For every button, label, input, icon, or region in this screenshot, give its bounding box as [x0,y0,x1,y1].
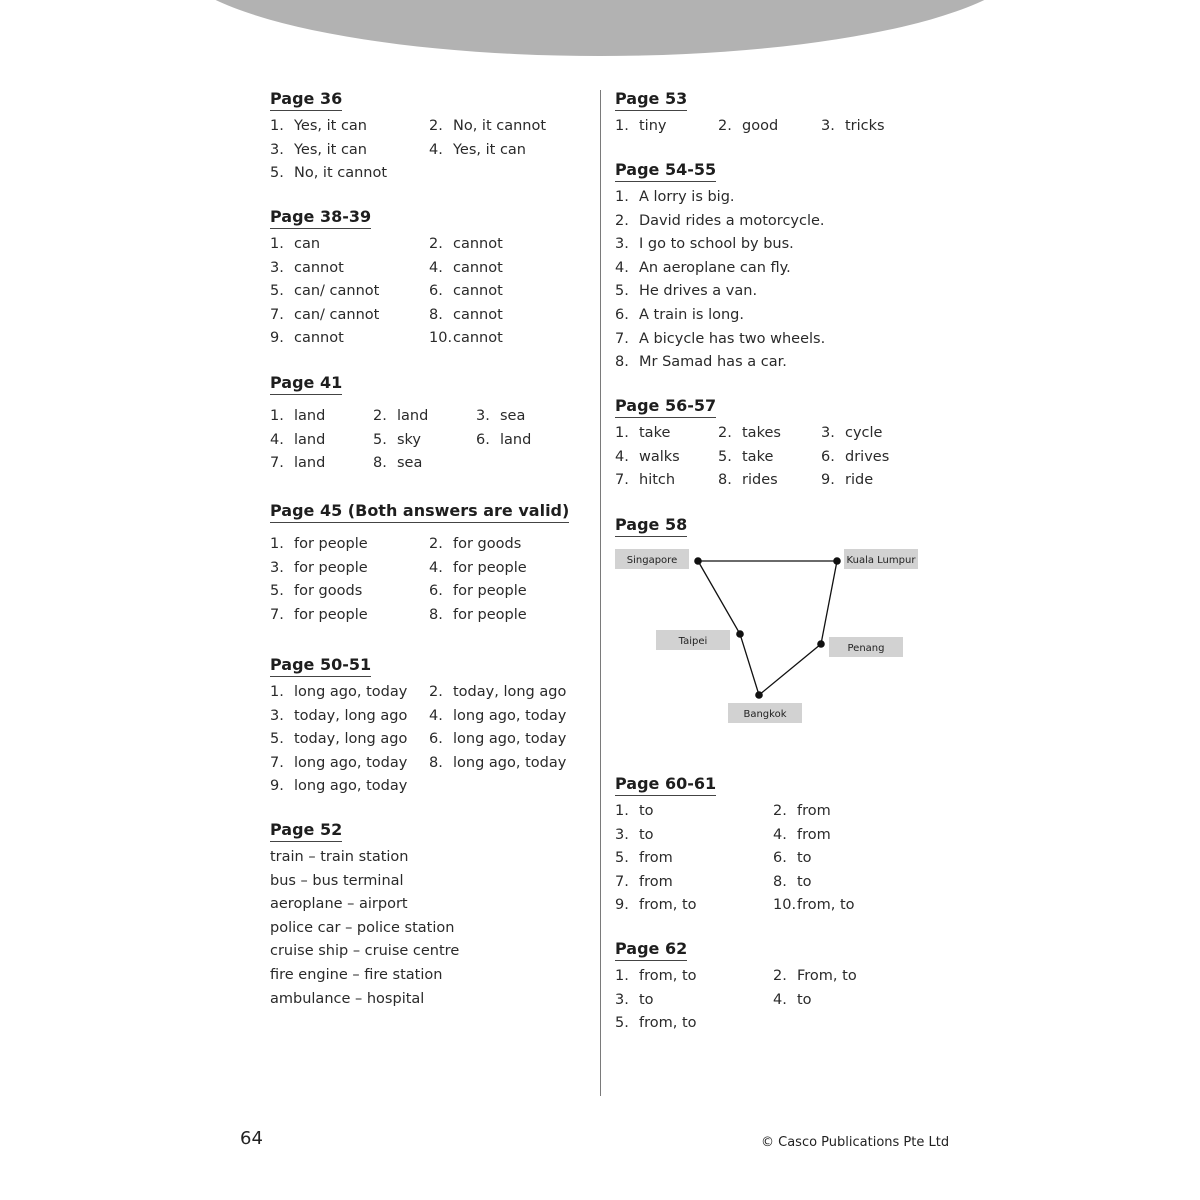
answer-item [615,280,915,304]
answer-number: 1. [270,408,284,424]
answer-text: David rides a motorcycle. [639,212,825,229]
answer-number: 1. [615,189,629,205]
answer-item [429,752,588,776]
answer-item [615,210,915,234]
answer-item [429,115,588,139]
section-heading: Page 56-57 [615,396,716,418]
section-page-38-39 [270,207,588,351]
answer-text: from [639,850,673,867]
page-number: 64 [240,1128,263,1149]
answer-text: walks [639,448,680,465]
answer-item [429,580,588,604]
section-page-53 [615,89,924,139]
answer-item [615,351,915,375]
section-heading: Page 54-55 [615,160,716,182]
answer-item [270,257,429,281]
answer-text: A bicycle has two wheels. [639,330,826,347]
answer-text: cannot [453,236,503,252]
answer-number: 8. [615,354,629,371]
answer-number: 2. [429,118,443,134]
section-page-60-61 [615,774,931,918]
answer-item [821,446,924,470]
answer-item [615,304,915,328]
answer-item [429,327,588,351]
answer-item [615,894,773,918]
answer-text: cannot [453,259,503,276]
answer-number: 3. [476,408,490,424]
answer-item [429,257,588,281]
answer-item [270,139,429,163]
answer-number: 5. [270,583,284,600]
answer-item [476,405,579,429]
city-dot [694,557,702,565]
answer-text: sea [500,408,526,424]
answer-item [615,115,718,139]
answer-text: can/ cannot [294,306,380,323]
answer-number: 4. [773,826,787,843]
answer-number: 7. [615,330,629,347]
answer-text: sea [397,455,423,472]
answer-item [615,257,915,281]
answer-text: to [797,850,812,867]
answer-item [615,847,773,871]
answer-number: 2. [429,236,443,252]
city-label: Kuala Lumpur [846,555,916,566]
answer-text: from, to [639,897,697,914]
answer-item [429,705,588,729]
answer-number: 4. [615,448,629,465]
answer-number: 3. [270,707,284,724]
answer-item [615,233,915,257]
answer-text: from, to [639,968,697,984]
answer-text: for people [294,536,368,552]
answer-item [615,989,773,1013]
answer-line: aeroplane – airport [270,896,408,913]
answer-number: 5. [270,731,284,748]
answer-number: 8. [429,306,443,323]
answer-number: 7. [615,472,629,489]
answer-text: drives [845,448,890,465]
answer-line: police car – police station [270,919,455,936]
section-page-41 [270,373,579,476]
answer-number: 2. [718,118,732,134]
answer-item [718,446,821,470]
answer-item [429,681,588,705]
answer-number: 7. [270,306,284,323]
answer-item [615,328,915,352]
section-heading: Page 36 [270,89,342,111]
answer-number: 1. [270,536,284,552]
answer-item [615,186,915,210]
answer-number: 1. [615,968,629,984]
answer-item [373,405,476,429]
answer-item [773,824,931,848]
answer-number: 10. [429,330,453,347]
answer-item [821,115,924,139]
answer-text: to [639,991,654,1008]
answer-text: From, to [797,968,857,984]
answer-text: He drives a van. [639,283,758,300]
answer-text: to [797,873,812,890]
answer-number: 5. [615,1015,629,1032]
city-dot [833,557,841,565]
answer-number: 9. [270,778,284,795]
answer-text: take [742,448,774,465]
answer-number: 7. [270,606,284,623]
answer-number: 6. [615,306,629,323]
answer-text: An aeroplane can fly. [639,259,791,276]
answer-number: 3. [821,118,835,134]
answer-text: cannot [453,306,503,323]
answer-number: 10. [773,897,797,914]
answer-item [615,422,718,446]
answer-text: No, it cannot [294,165,388,182]
answer-item [429,533,588,557]
answer-item [429,557,588,581]
answer-item [270,233,429,257]
answer-number: 3. [615,236,629,253]
section-heading: Page 62 [615,939,687,961]
city-label: Penang [847,643,885,654]
answer-number: 2. [373,408,387,424]
answer-item [615,469,718,493]
section-heading: Page 53 [615,89,687,111]
answer-number: 4. [429,559,443,576]
answer-item [270,775,429,799]
answer-text: I go to school by bus. [639,236,794,253]
answer-number: 7. [270,754,284,771]
answer-number: 1. [270,118,284,134]
answer-number: 5. [373,431,387,448]
answer-number: 4. [429,707,443,724]
answer-item [270,162,429,186]
answer-line: train – train station [270,849,409,865]
answer-number: 4. [270,431,284,448]
answer-text: long ago, today [453,754,567,771]
answer-number: 6. [821,448,835,465]
answer-number: 8. [373,455,387,472]
answer-item [718,115,821,139]
answer-number: 1. [615,118,629,134]
answer-item [270,533,429,557]
answer-text: ride [845,472,874,489]
section-page-50-51 [270,655,588,799]
answer-number: 9. [270,330,284,347]
answer-text: cannot [453,330,503,347]
answer-item [821,469,924,493]
answer-number: 6. [429,583,443,600]
answer-item [773,989,931,1013]
answer-number: 9. [615,897,629,914]
answer-number: 4. [615,259,629,276]
section-heading: Page 45 (Both answers are valid) [270,501,569,523]
copyright-notice: © Casco Publications Pte Ltd [761,1135,950,1150]
answer-item [429,139,588,163]
answer-text: cannot [294,259,344,276]
answer-line: ambulance – hospital [270,990,425,1007]
answer-item [615,871,773,895]
answer-item [429,604,588,628]
answer-text: long ago, today [294,754,408,771]
answer-item [270,452,373,476]
answer-text: hitch [639,472,676,489]
answer-number: 6. [476,431,490,448]
answer-text: land [500,431,532,448]
answer-text: from, to [639,1015,697,1032]
answer-line: cruise ship – cruise centre [270,943,460,960]
answer-number: 3. [821,425,835,441]
answer-item [429,728,588,752]
section-page-45 [270,501,588,627]
answer-text: from [797,826,831,843]
column-divider [600,90,601,1096]
answer-number: 3. [270,141,284,158]
answer-number: 6. [429,283,443,300]
answer-number: 8. [773,873,787,890]
answer-text: land [294,408,326,424]
answer-text: long ago, today [453,707,567,724]
answer-item [270,705,429,729]
answer-text: can [294,236,321,252]
answer-line: fire engine – fire station [270,966,443,983]
answer-item [773,871,931,895]
answer-item [373,452,476,476]
answer-number: 2. [773,968,787,984]
answer-number: 2. [429,684,443,700]
answer-number: 1. [270,236,284,252]
answer-item [615,824,773,848]
answer-item [773,847,931,871]
answer-item [429,233,588,257]
answer-text: A train is long. [639,306,744,323]
answer-item [429,304,588,328]
answer-text: tricks [845,118,885,134]
answer-number: 3. [270,559,284,576]
answer-item [373,429,476,453]
city-label: Singapore [626,555,678,566]
answer-number: 2. [429,536,443,552]
answer-text: long ago, today [453,731,567,748]
section-page-52 [270,820,459,1011]
answer-text: for goods [453,536,522,552]
answer-text: today, long ago [294,707,408,724]
answer-item [773,800,931,824]
answer-item [270,304,429,328]
answer-item [718,469,821,493]
answer-number: 8. [429,606,443,623]
answer-number: 5. [270,165,284,182]
answer-text: rides [742,472,778,489]
section-heading: Page 60-61 [615,774,716,796]
city-dot [755,691,763,699]
answer-text: can/ cannot [294,283,380,300]
answer-text: from [639,873,673,890]
header-banner [172,0,1028,56]
answer-number: 5. [718,448,732,465]
section-page-36 [270,89,588,186]
answer-item [270,429,373,453]
section-heading: Page 38-39 [270,207,371,229]
answer-text: sky [397,431,422,448]
route-map [612,546,932,736]
answer-text: land [294,431,326,448]
city-dot [817,640,825,648]
answer-text: long ago, today [294,778,408,795]
answer-text: for people [453,606,527,623]
answer-text: from, to [797,897,855,914]
answer-item [615,965,773,989]
answer-item [270,752,429,776]
section-heading: Page 50-51 [270,655,371,677]
answer-item [476,429,579,453]
answer-text: land [294,455,326,472]
city-label: Taipei [678,636,708,647]
answer-item [773,894,931,918]
answer-item [429,280,588,304]
section-page-54-55 [615,160,915,375]
answer-text: cannot [453,283,503,300]
answer-number: 1. [615,425,629,441]
answer-text: to [797,991,812,1008]
answer-item [615,800,773,824]
answer-number: 8. [718,472,732,489]
answer-text: to [639,803,654,819]
answer-item [615,446,718,470]
answer-number: 7. [615,873,629,890]
answer-text: for people [453,559,527,576]
answer-number: 2. [615,212,629,229]
answer-text: takes [742,425,781,441]
answer-number: 3. [615,991,629,1008]
answer-item [270,280,429,304]
answer-number: 5. [270,283,284,300]
answer-number: 3. [270,259,284,276]
answer-number: 3. [615,826,629,843]
section-page-62 [615,939,931,1036]
answer-number: 2. [773,803,787,819]
answer-item [270,557,429,581]
section-page-58 [615,515,687,537]
section-page-56-57 [615,396,924,493]
section-heading: Page 58 [615,515,687,537]
answer-item [270,681,429,705]
city-dot [736,630,744,638]
answer-number: 4. [429,259,443,276]
answer-item [270,580,429,604]
section-heading: Page 41 [270,373,342,395]
answer-number: 1. [270,684,284,700]
answer-text: A lorry is big. [639,189,735,205]
answer-number: 1. [615,803,629,819]
answer-text: cannot [294,330,344,347]
answer-number: 2. [718,425,732,441]
answer-text: for people [294,606,368,623]
answer-line: bus – bus terminal [270,872,404,889]
answer-item [773,965,931,989]
answer-text: No, it cannot [453,118,547,134]
answer-text: good [742,118,779,134]
section-heading: Page 52 [270,820,342,842]
answer-text: take [639,425,671,441]
answer-text: cycle [845,425,883,441]
answer-text: tiny [639,118,667,134]
answer-text: land [397,408,429,424]
answer-text: for goods [294,583,363,600]
answer-item [270,604,429,628]
answer-item [821,422,924,446]
answer-item [718,422,821,446]
answer-text: long ago, today [294,684,408,700]
answer-text: Yes, it can [294,141,367,158]
answer-text: for people [453,583,527,600]
answer-number: 5. [615,283,629,300]
answer-text: for people [294,559,368,576]
answer-item [270,405,373,429]
answer-item [270,115,429,139]
answer-text: today, long ago [294,731,408,748]
answer-number: 4. [429,141,443,158]
answer-number: 7. [270,455,284,472]
answer-text: Mr Samad has a car. [639,354,787,371]
answer-text: Yes, it can [294,118,367,134]
answer-number: 8. [429,754,443,771]
city-label: Bangkok [743,709,787,720]
answer-number: 9. [821,472,835,489]
answer-text: to [639,826,654,843]
route-line [698,561,837,695]
answer-number: 6. [773,850,787,867]
answer-text: Yes, it can [453,141,526,158]
answer-number: 4. [773,991,787,1008]
answer-item [615,1012,773,1036]
answer-number: 5. [615,850,629,867]
answer-item [270,728,429,752]
answer-item [270,327,429,351]
answer-text: today, long ago [453,684,567,700]
answer-number: 6. [429,731,443,748]
answer-text: from [797,803,831,819]
